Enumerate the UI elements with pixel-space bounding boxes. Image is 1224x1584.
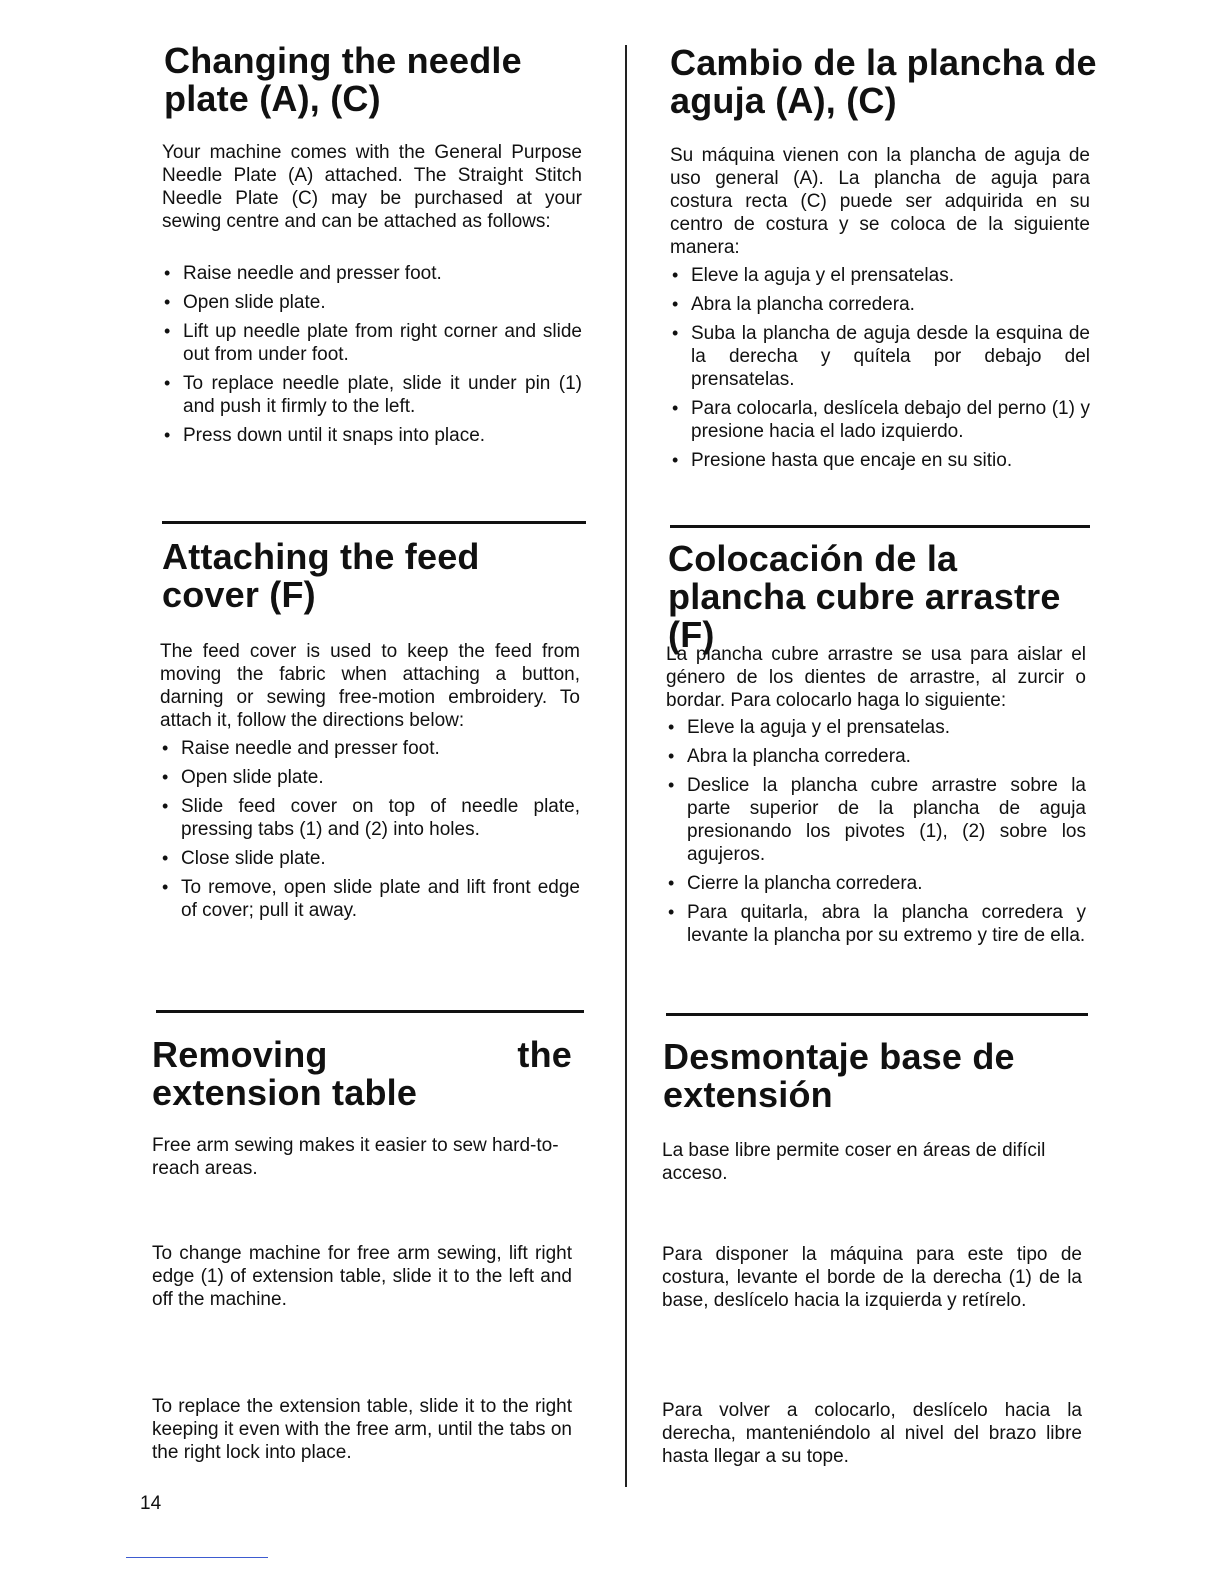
list-item: • Lift up needle plate from right corner and slide out from under foot.	[162, 320, 582, 366]
list-item: • Slide feed cover on top of needle plate, pressing tabs (1) and (2) into holes.	[160, 795, 580, 841]
needle-plate-title-en: Changing the needle plate (A), (C)	[164, 40, 522, 119]
feed-cover-intro-es: La plancha cubre arrastre se usa para aislar el género de los dientes de arrastre, al zurcir o bordar. Para colocarlo haga lo siguiente:	[666, 644, 1086, 711]
list-item: • Close slide plate.	[160, 847, 580, 870]
footer-underline	[126, 1557, 268, 1558]
list-item: • Open slide plate.	[160, 766, 580, 789]
list-item: • To replace needle plate, slide it under pin (1) and push it firmly to the left.	[162, 372, 582, 418]
extension-table-title-es: Desmontaje base de extensión	[663, 1036, 1015, 1115]
extension-table-para1-en: Free arm sewing makes it easier to sew hard-to-reach areas.	[152, 1135, 559, 1179]
list-item: • Deslice la plancha cubre arrastre sobre la parte superior de la plancha de aguja presionando los pivotes (1), (2) sobre los agujeros.	[666, 774, 1086, 866]
feed-cover-steps-en	[160, 737, 580, 928]
section-divider	[156, 1010, 584, 1013]
feed-cover-title-en: Attaching the feed cover (F)	[162, 536, 480, 615]
list-item: • Presione hasta que encaje en su sitio.	[670, 449, 1090, 472]
list-item: • Abra la plancha corredera.	[666, 745, 1086, 768]
extension-table-para2-en: To change machine for free arm sewing, lift right edge (1) of extension table, slide it to the left and off the machine.	[152, 1243, 572, 1310]
list-item: • Eleve la aguja y el prensatelas.	[666, 716, 1086, 739]
needle-plate-intro-es: Su máquina vienen con la plancha de aguja de uso general (A). La plancha de aguja para costura recta (C) puede ser adquirida en su centro de costura y se coloca de la siguiente manera:	[670, 145, 1090, 258]
extension-table-para3-en: To replace the extension table, slide it to the right keeping it even with the free arm, until the tabs on the right lock into place.	[152, 1396, 572, 1463]
list-item: • Eleve la aguja y el prensatelas.	[670, 264, 1090, 287]
section-divider	[670, 525, 1090, 528]
list-item: • Raise needle and presser foot.	[160, 737, 580, 760]
list-item: • Abra la plancha corredera.	[670, 293, 1090, 316]
extension-table-title-en: Removing the extension table	[152, 1034, 572, 1113]
section-divider	[162, 521, 586, 524]
list-item: • Cierre la plancha corredera.	[666, 872, 1086, 895]
extension-table-para1-es: La base libre permite coser en áreas de difícil acceso.	[662, 1140, 1046, 1184]
needle-plate-steps-es	[670, 264, 1090, 478]
needle-plate-title-es: Cambio de la plancha de aguja (A), (C)	[670, 42, 1097, 121]
feed-cover-title-es: Colocación de la plancha cubre arrastre (F)	[668, 538, 1061, 655]
list-item: • Para colocarla, deslícela debajo del perno (1) y presione hacia el lado izquierdo.	[670, 397, 1090, 443]
list-item: • Raise needle and presser foot.	[162, 262, 582, 285]
extension-table-para2-es: Para disponer la máquina para este tipo de costura, levante el borde de la derecha (1) de la base, deslícelo hacia la izquierda y retírelo.	[662, 1244, 1082, 1311]
list-item: • Open slide plate.	[162, 291, 582, 314]
list-item: • Para quitarla, abra la plancha corredera y levante la plancha por su extremo y tire de ella.	[666, 901, 1086, 947]
list-item: • Press down until it snaps into place.	[162, 424, 582, 447]
section-divider	[666, 1013, 1088, 1016]
list-item: • Suba la plancha de aguja desde la esquina de la derecha y quítela por debajo del prensatelas.	[670, 322, 1090, 391]
column-divider	[625, 45, 627, 1487]
extension-table-para3-es: Para volver a colocarlo, deslícelo hacia la derecha, manteniéndolo al nivel del brazo libre hasta llegar a su tope.	[662, 1400, 1082, 1467]
needle-plate-intro-en: Your machine comes with the General Purpose Needle Plate (A) attached. The Straight Stitch Needle Plate (C) may be purchased at your sewing centre and can be attached as follows:	[162, 142, 582, 232]
needle-plate-steps-en	[162, 262, 582, 453]
page-number: 14	[140, 1493, 162, 1514]
feed-cover-steps-es	[666, 716, 1086, 953]
feed-cover-intro-en: The feed cover is used to keep the feed from moving the fabric when attaching a button, darning or sewing free-motion embroidery. To attach it, follow the directions below:	[160, 641, 580, 731]
list-item: • To remove, open slide plate and lift front edge of cover; pull it away.	[160, 876, 580, 922]
